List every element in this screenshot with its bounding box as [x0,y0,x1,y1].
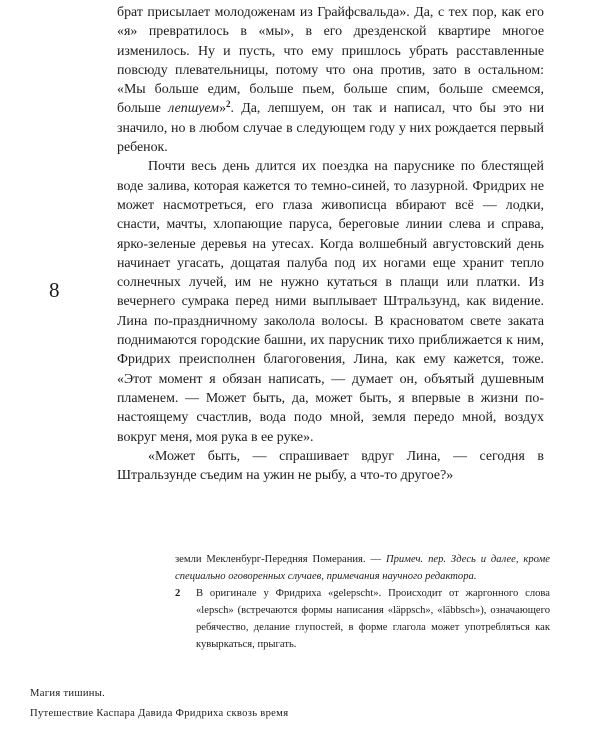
footnote-2-number: 2 [175,588,181,599]
footnote-2-text: В оригинале у Фридриха «gelepscht». Происходит от жаргонного слова «lepsch» (встречаются формы написания «läppsch», «läbbsch»), означающего ребячество, делание глупостей, в форме глагола может употребляться как кувыркаться, прыгать. [196,588,550,650]
footnote-continuation-text: земли Мекленбург-Передняя Померания. — [175,554,386,565]
running-footer [30,684,288,724]
paragraph-1-text-a: брат присылает молодоженам из Грайфсвальда». Да, с тех пор, как его «я» превратилось в «мы», в его дрезденской квартире многое изменилось. Ну и пусть, что ему пришлось убрать расставленные повсюду плевательницы, потому что она против, зато в остальном: «Мы больше едим, больше пьем, больше спим, больше смеемся, больше [117,5,544,117]
paragraph-1 [117,3,544,157]
paragraph-2: Почти весь день длится их поездка на паруснике по блестящей воде залива, которая кажется то темно-синей, то лазурной. Фридрих не может насмотреться, его глаза живописца вбирают всё — лодки, снасти, мачты, хлопающие паруса, береговые линии слева и справа, ярко-зеленые деревья на утесах. Когда волшебный августовский день начинает угасать, дощатая палуба под их ногами еще хранит тепло солнечных лучей, им не нужно кутаться в плащи или платки. Из вечернего сумрака перед ними выплывает Штральзунд, как видение. Лина по-праздничному заколола волосы. В красноватом свете заката поднимаются городские башни, их парусник тихо приближается к ним, Фридрих преисполнен благоговения, Лина, как ему кажется, тоже. «Этот момент я обязан написать, — думает он, объятый душевным пламенем. — Может быть, да, может быть, я впервые в жизни по-настоящему счастлив, вода подо мной, земля передо мной, воздух вокруг меня, моя рука в ее руке». [117,159,544,445]
main-text [117,3,544,485]
footnote-2 [175,585,550,653]
footnote-continuation [175,551,550,585]
footnote-continuation-italic: Примеч. пер. Здесь и далее, кроме специально оговоренных случаев, примечания научного редактора. [175,554,551,582]
book-title: Магия тишины. [30,688,106,699]
paragraph-1-emphasis: лепшуем [168,101,220,117]
paragraph-1-text-b: » [219,101,227,117]
paragraph-1-text-c: . Да, лепшуем, он так и написал, что бы это ни значило, но в любом случае в следующем году у них рождается первый ребенок. [117,101,545,156]
footnotes [175,551,550,653]
book-subtitle: Путешествие Каспара Давида Фридриха сквозь время [30,708,289,719]
footnote-ref-2: 2 [226,99,231,110]
page-number: 8 [49,278,60,302]
paragraph-3: «Может быть, — спрашивает вдруг Лина, — сегодня в Штральзунде съедим на ужин не рыбу, а что-то другое?» [117,448,544,484]
